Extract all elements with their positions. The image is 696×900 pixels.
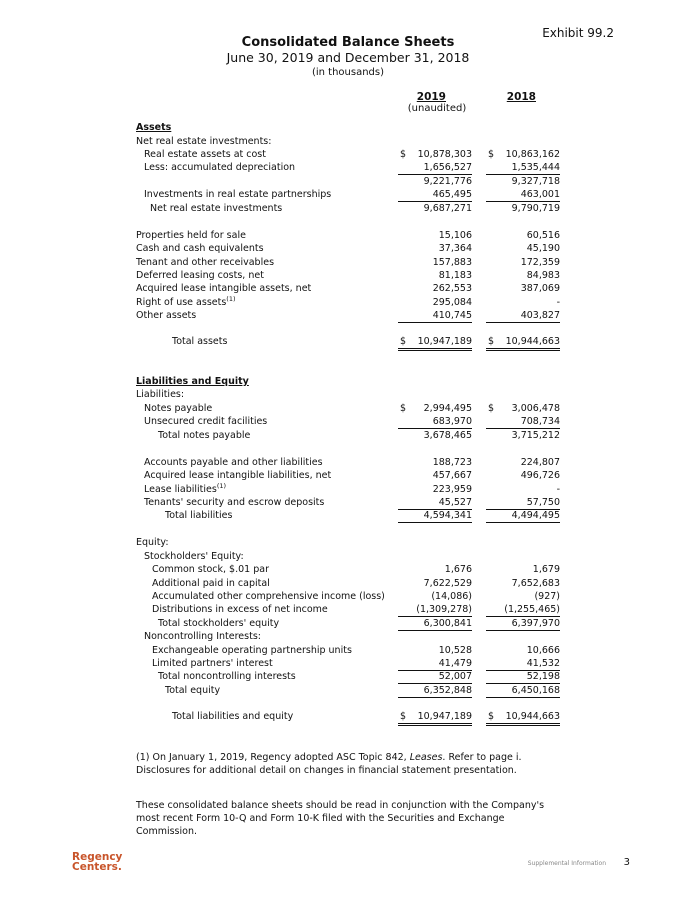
value-2018: 41,532 [526,658,560,669]
value-cell-2018 [486,456,560,469]
table-row [0,563,696,576]
value-2019: 6,300,841 [423,618,472,629]
table-row [0,388,696,401]
value-cell-2018 [486,242,560,255]
row-label: Liabilities: [136,389,185,400]
table-row [0,282,696,295]
row-label: Real estate assets at cost [144,149,266,160]
row-label: Notes payable [144,403,213,414]
value-2018: 496,726 [520,470,560,481]
value-cell-2019 [398,229,472,242]
table-row [0,135,696,148]
value-2019: 15,106 [438,230,472,241]
table-row [0,710,696,723]
table-row [0,335,696,348]
footnote-text-end: . Refer to page i. Disclosures for additional detail on changes in financial statement presentation. [136,752,522,776]
value-2018: 10,863,162 [505,149,560,160]
value-cell-2019 [398,282,472,295]
table-row [0,375,696,388]
section-heading: Liabilities and Equity [136,376,249,387]
value-2019: 188,723 [432,457,472,468]
row-label: Cash and cash equivalents [136,243,264,254]
value-2018: (1,255,465) [504,604,560,615]
table-row [0,590,696,603]
value-2019: 41,479 [438,658,472,669]
row-label: Noncontrolling Interests: [144,631,261,642]
value-cell-2018 [486,496,560,510]
value-2019: 1,676 [444,564,472,575]
exhibit-label: Exhibit 99.2 [542,26,614,40]
value-cell-2019 [398,590,472,603]
table-row [0,496,696,509]
value-2018: - [556,484,560,495]
table-row [0,269,696,282]
table-row [0,483,696,496]
page-number: 3 [623,857,630,868]
value-cell-2018 [486,429,560,442]
value-2018: 9,327,718 [511,176,560,187]
value-cell-2018 [486,296,560,309]
value-cell-2019 [398,603,472,617]
value-2019: 52,007 [438,671,472,682]
value-2018: 45,190 [526,243,560,254]
value-2019: 37,364 [438,243,472,254]
page-subtitle: June 30, 2019 and December 31, 2018 [226,50,470,65]
row-label: Distributions in excess of net income [152,604,328,615]
value-cell-2019 [398,335,472,351]
table-row [0,188,696,201]
value-2019: 45,527 [438,497,472,508]
value-2018: 10,944,663 [505,336,560,347]
value-2018: 403,827 [520,310,560,321]
value-2019: 3,678,465 [423,430,472,441]
table-row [0,121,696,134]
table-row [0,469,696,482]
footnote-text: (1) On January 1, 2019, Regency adopted ASC Topic 842, [136,752,410,763]
value-cell-2018 [486,603,560,617]
value-2018: 52,198 [526,671,560,682]
value-2018: (927) [534,591,560,602]
footnote-italic: Leases [409,752,443,763]
value-2018: 3,715,212 [511,430,560,441]
currency-symbol: $ [400,711,407,722]
value-2019: 4,594,341 [423,510,472,521]
column-header-2018: 2018 [506,91,536,103]
value-2019: 6,352,848 [423,685,472,696]
value-2019: 683,970 [432,416,472,427]
value-cell-2019 [398,309,472,323]
table-row [0,242,696,255]
value-cell-2018 [486,202,560,215]
value-cell-2018 [486,469,560,482]
value-2019: 10,528 [438,645,472,656]
row-label: Net real estate investments [150,203,283,214]
company-logo [72,852,122,872]
row-label: Other assets [136,310,197,321]
table-row [0,657,696,670]
value-cell-2018 [486,617,560,631]
currency-symbol: $ [488,403,495,414]
row-label: Total equity [165,685,221,696]
value-2018: 7,652,683 [511,578,560,589]
row-label: Limited partners' interest [152,658,273,669]
table-row [0,296,696,309]
table-row [0,684,696,697]
table-row [0,229,696,242]
value-2019: 157,883 [432,257,472,268]
row-label: Properties held for sale [136,230,246,241]
value-cell-2018 [486,509,560,523]
value-cell-2019 [398,684,472,698]
value-2018: 1,535,444 [511,162,560,173]
value-cell-2019 [398,429,472,442]
currency-symbol: $ [400,149,407,160]
value-cell-2018 [486,590,560,603]
value-2018: 6,450,168 [511,685,560,696]
value-cell-2018 [486,415,560,429]
row-label: Total assets [172,336,228,347]
value-cell-2018 [486,175,560,188]
value-cell-2018 [486,644,560,657]
value-cell-2018 [486,148,560,161]
table-row [0,456,696,469]
value-2018: 6,397,970 [511,618,560,629]
row-label: Net real estate investments: [136,136,272,147]
row-label: Total notes payable [158,430,251,441]
value-cell-2018 [486,282,560,295]
value-cell-2019 [398,469,472,482]
currency-symbol: $ [400,336,407,347]
value-cell-2018 [486,309,560,323]
value-2018: 172,359 [520,257,560,268]
row-label: Tenants' security and escrow deposits [144,497,325,508]
value-2018: 4,494,495 [511,510,560,521]
currency-symbol: $ [488,711,495,722]
value-2019: 465,495 [432,189,472,200]
value-cell-2019 [398,563,472,576]
value-2019: 1,656,527 [423,162,472,173]
table-row [0,536,696,549]
value-2018: 60,516 [526,230,560,241]
table-row [0,644,696,657]
value-cell-2019 [398,202,472,215]
value-cell-2019 [398,577,472,590]
value-cell-2018 [486,229,560,242]
row-label: Deferred leasing costs, net [136,270,264,281]
footnote [136,751,566,777]
value-2019: 410,745 [432,310,472,321]
value-cell-2018 [486,161,560,175]
row-label: Total noncontrolling interests [158,671,296,682]
value-2018: 463,001 [520,189,560,200]
logo-line-1: Regency [72,851,123,863]
currency-symbol: $ [488,336,495,347]
footnote-ref: (1) [226,294,236,303]
value-cell-2018 [486,577,560,590]
value-cell-2019 [398,644,472,657]
column-header-2019: 2019 [416,91,446,103]
value-2018: 57,750 [526,497,560,508]
currency-symbol: $ [400,403,407,414]
value-2018: - [556,297,560,308]
value-2018: 3,006,478 [511,403,560,414]
row-label: Stockholders' Equity: [144,551,244,562]
value-cell-2019 [398,161,472,175]
value-cell-2018 [486,710,560,726]
table-row [0,617,696,630]
value-cell-2019 [398,242,472,255]
table-row [0,429,696,442]
row-label: Tenant and other receivables [136,257,275,268]
row-label: Exchangeable operating partnership units [152,645,352,656]
closing-note: These consolidated balance sheets should be read in conjunction with the Company's most recent Form 10-Q and Form 10-K filed with the Securities and Exchange Commission. [136,800,545,837]
value-cell-2018 [486,402,560,415]
value-cell-2019 [398,657,472,671]
table-row [0,415,696,428]
value-cell-2019 [398,148,472,161]
value-2019: 262,553 [432,283,472,294]
row-label: Accounts payable and other liabilities [144,457,323,468]
table-row [0,402,696,415]
row-label: Total liabilities and equity [172,711,294,722]
value-cell-2019 [398,456,472,469]
value-cell-2018 [486,269,560,282]
value-2019: (1,309,278) [416,604,472,615]
value-2018: 9,790,719 [511,203,560,214]
table-row [0,202,696,215]
value-2018: 1,679 [532,564,560,575]
value-cell-2019 [398,496,472,510]
table-row [0,148,696,161]
value-2019: 10,878,303 [417,149,472,160]
value-2019: 223,959 [432,484,472,495]
value-2018: 708,734 [520,416,560,427]
row-label: Equity: [136,537,169,548]
logo-line-2: Centers. [72,861,122,873]
footnote-ref: (1) [216,481,227,490]
value-2019: 2,994,495 [423,403,472,414]
currency-symbol: $ [488,149,495,160]
value-cell-2018 [486,256,560,269]
row-label: Total liabilities [165,510,233,521]
table-row [0,577,696,590]
value-2018: 10,944,663 [505,711,560,722]
page-title: Consolidated Balance Sheets [241,35,455,50]
value-2019: 9,687,271 [423,203,472,214]
supplemental-label: Supplemental Information [527,860,606,867]
value-cell-2019 [398,483,472,496]
row-label: Less: accumulated depreciation [144,162,296,173]
value-2018: 224,807 [520,457,560,468]
value-2019: 10,947,189 [417,711,472,722]
row-label: Lease liabilities$^{(1)}$ [144,481,227,495]
value-2018: 10,666 [526,645,560,656]
value-cell-2019 [398,269,472,282]
row-label: Accumulated other comprehensive income (loss) [152,591,385,602]
section-heading: Assets [136,122,172,133]
value-cell-2018 [486,483,560,496]
row-label: Additional paid in capital [152,578,270,589]
value-cell-2019 [398,175,472,188]
table-row [0,630,696,643]
value-cell-2018 [486,670,560,684]
value-cell-2018 [486,563,560,576]
unaudited-label: (unaudited) [407,103,467,114]
table-row [0,161,696,174]
value-cell-2019 [398,296,472,309]
table-row [0,509,696,522]
value-cell-2019 [398,188,472,202]
value-2019: (14,086) [431,591,472,602]
value-cell-2019 [398,509,472,523]
value-cell-2019 [398,710,472,726]
value-cell-2018 [486,188,560,202]
row-label: Right of use assets$^{(1)}$ [136,294,236,308]
value-cell-2019 [398,617,472,631]
units-note: (in thousands) [311,67,385,78]
table-row [0,550,696,563]
table-row [0,603,696,616]
row-label: Acquired lease intangible assets, net [136,283,312,294]
row-label: Investments in real estate partnerships [144,189,332,200]
value-2018: 387,069 [520,283,560,294]
value-cell-2019 [398,402,472,415]
value-2019: 10,947,189 [417,336,472,347]
value-cell-2019 [398,256,472,269]
value-2019: 7,622,529 [423,578,472,589]
value-2019: 9,221,776 [423,176,472,187]
value-cell-2018 [486,335,560,351]
value-2019: 457,667 [432,470,472,481]
table-row [0,175,696,188]
value-2018: 84,983 [526,270,560,281]
row-label: Common stock, $.01 par [152,564,269,575]
value-cell-2018 [486,657,560,671]
row-label: Total stockholders' equity [158,618,280,629]
value-cell-2019 [398,670,472,684]
table-row [0,670,696,683]
value-2019: 81,183 [438,270,472,281]
row-label: Acquired lease intangible liabilities, net [144,470,332,481]
table-row [0,256,696,269]
row-label: Unsecured credit facilities [144,416,268,427]
value-cell-2019 [398,415,472,429]
table-row [0,309,696,322]
value-2019: 295,084 [432,297,472,308]
value-cell-2018 [486,684,560,698]
